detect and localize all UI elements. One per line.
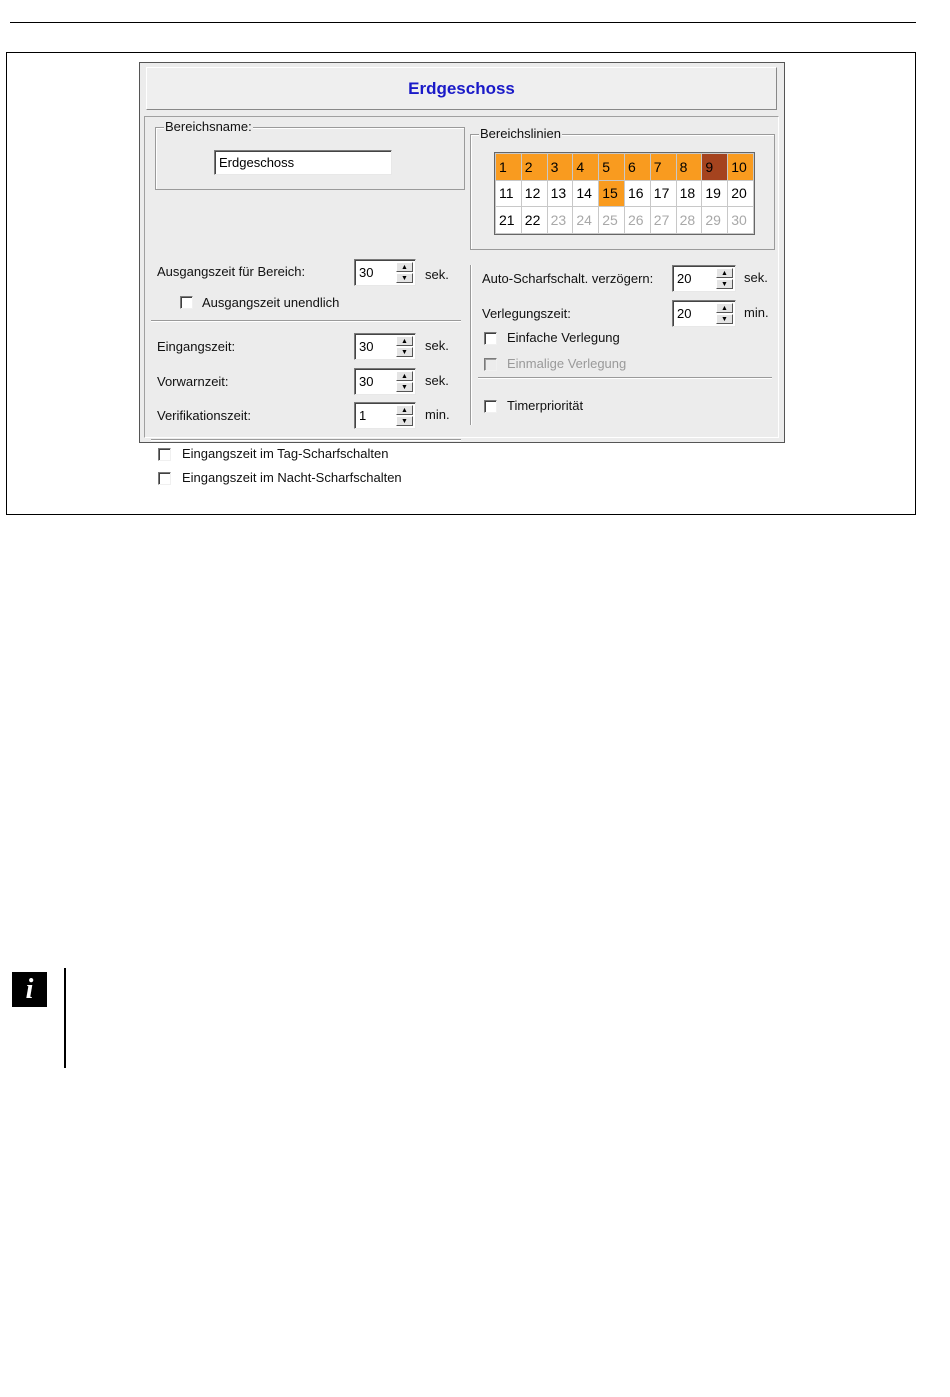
page-top-rule <box>10 22 916 23</box>
auto-arm-delay-up-button[interactable]: ▲ <box>716 268 733 278</box>
zone-cell[interactable]: 14 <box>573 181 598 207</box>
relocation-time-spinner[interactable] <box>672 300 736 327</box>
zone-cell[interactable]: 6 <box>625 154 650 180</box>
relocation-time-unit: min. <box>744 305 769 320</box>
exit-time-value: 30 <box>359 265 374 280</box>
relocation-time-value: 20 <box>677 306 692 321</box>
left-separator-bottom <box>151 439 461 441</box>
left-separator-top <box>151 320 461 322</box>
zone-cell[interactable]: 26 <box>625 207 650 233</box>
zone-cell[interactable]: 7 <box>651 154 676 180</box>
zone-cell[interactable]: 11 <box>496 181 521 207</box>
relocation-time-label: Verlegungszeit: <box>482 306 571 321</box>
partition-name-group <box>155 119 465 190</box>
auto-arm-delay-down-button[interactable]: ▼ <box>716 279 733 289</box>
zone-cell[interactable]: 1 <box>496 154 521 180</box>
exit-time-label: Ausgangszeit für Bereich: <box>157 264 306 279</box>
exit-time-up-button[interactable]: ▲ <box>396 262 413 272</box>
entry-time-down-button[interactable]: ▼ <box>396 347 413 357</box>
prealarm-time-down-button[interactable]: ▼ <box>396 382 413 392</box>
entry-day-arm-label: Eingangszeit im Tag-Scharfschalten <box>182 446 389 461</box>
entry-time-label: Eingangszeit: <box>157 339 236 354</box>
zone-cell[interactable]: 24 <box>573 207 598 233</box>
zone-cell[interactable]: 21 <box>496 207 521 233</box>
entry-time-spinner[interactable] <box>354 333 416 360</box>
zone-cell[interactable]: 20 <box>728 181 753 207</box>
entry-day-arm-checkbox[interactable] <box>158 448 171 461</box>
zone-cell[interactable]: 27 <box>651 207 676 233</box>
zone-cell[interactable]: 17 <box>651 181 676 207</box>
entry-night-arm-label: Eingangszeit im Nacht-Scharfschalten <box>182 470 402 485</box>
prealarm-time-spinner[interactable] <box>354 368 416 395</box>
auto-arm-delay-label: Auto-Scharfschalt. verzögern: <box>482 271 654 286</box>
verification-time-value: 1 <box>359 408 367 423</box>
vertical-separator <box>470 265 472 425</box>
partition-name-label: Bereichsname: <box>165 119 252 134</box>
auto-arm-delay-spinner[interactable] <box>672 265 736 292</box>
zone-cell[interactable]: 5 <box>599 154 624 180</box>
partition-dialog <box>139 62 785 485</box>
verification-time-spinner[interactable] <box>354 402 416 429</box>
zone-cell[interactable]: 15 <box>599 181 624 207</box>
prealarm-time-value: 30 <box>359 374 374 389</box>
prealarm-time-unit: sek. <box>425 373 449 388</box>
auto-arm-delay-unit: sek. <box>744 270 768 285</box>
verification-time-label: Verifikationszeit: <box>157 408 251 423</box>
exit-infinite-label: Ausgangszeit unendlich <box>202 295 340 310</box>
zone-cell[interactable]: 3 <box>548 154 573 180</box>
zone-cell[interactable]: 30 <box>728 207 753 233</box>
auto-arm-delay-value: 20 <box>677 271 692 286</box>
verification-time-down-button[interactable]: ▼ <box>396 416 413 426</box>
zone-cell[interactable]: 13 <box>548 181 573 207</box>
timer-priority-label: Timerpriorität <box>507 398 584 413</box>
zone-cell[interactable]: 19 <box>702 181 727 207</box>
zone-cell[interactable]: 10 <box>728 154 753 180</box>
zone-cell[interactable]: 16 <box>625 181 650 207</box>
zone-cell[interactable]: 25 <box>599 207 624 233</box>
single-relocation-label: Einmalige Verlegung <box>507 356 627 371</box>
exit-infinite-checkbox[interactable] <box>180 296 193 309</box>
exit-time-spinner[interactable] <box>354 259 416 286</box>
zone-cell[interactable]: 28 <box>677 207 702 233</box>
exit-time-unit: sek. <box>425 267 449 282</box>
dialog-title: Erdgeschoss <box>146 67 777 110</box>
relocation-time-up-button[interactable]: ▲ <box>716 303 733 313</box>
zone-cell[interactable]: 18 <box>677 181 702 207</box>
prealarm-time-label: Vorwarnzeit: <box>157 374 229 389</box>
zone-cell[interactable]: 22 <box>522 207 547 233</box>
timer-priority-checkbox[interactable] <box>484 400 497 413</box>
exit-time-down-button[interactable]: ▼ <box>396 273 413 283</box>
zone-cell[interactable]: 2 <box>522 154 547 180</box>
zone-cell[interactable]: 29 <box>702 207 727 233</box>
zones-grid <box>494 152 755 235</box>
relocation-time-down-button[interactable]: ▼ <box>716 314 733 324</box>
verification-time-unit: min. <box>425 407 450 422</box>
entry-night-arm-checkbox[interactable] <box>158 472 171 485</box>
simple-relocation-checkbox[interactable] <box>484 332 497 345</box>
prealarm-time-up-button[interactable]: ▲ <box>396 371 413 381</box>
zone-cell[interactable]: 4 <box>573 154 598 180</box>
zone-cell[interactable]: 23 <box>548 207 573 233</box>
zone-cell[interactable]: 9 <box>702 154 727 180</box>
partition-name-input[interactable]: Erdgeschoss <box>214 150 392 175</box>
entry-time-up-button[interactable]: ▲ <box>396 336 413 346</box>
simple-relocation-label: Einfache Verlegung <box>507 330 620 345</box>
zone-cell[interactable]: 8 <box>677 154 702 180</box>
zones-group <box>470 126 775 250</box>
zone-cell[interactable]: 12 <box>522 181 547 207</box>
single-relocation-checkbox <box>484 358 497 371</box>
right-separator <box>478 377 772 379</box>
entry-time-value: 30 <box>359 339 374 354</box>
info-note-bar <box>64 968 66 1068</box>
entry-time-unit: sek. <box>425 338 449 353</box>
verification-time-up-button[interactable]: ▲ <box>396 405 413 415</box>
zones-group-label: Bereichslinien <box>480 126 561 141</box>
info-icon: i <box>12 972 47 1007</box>
